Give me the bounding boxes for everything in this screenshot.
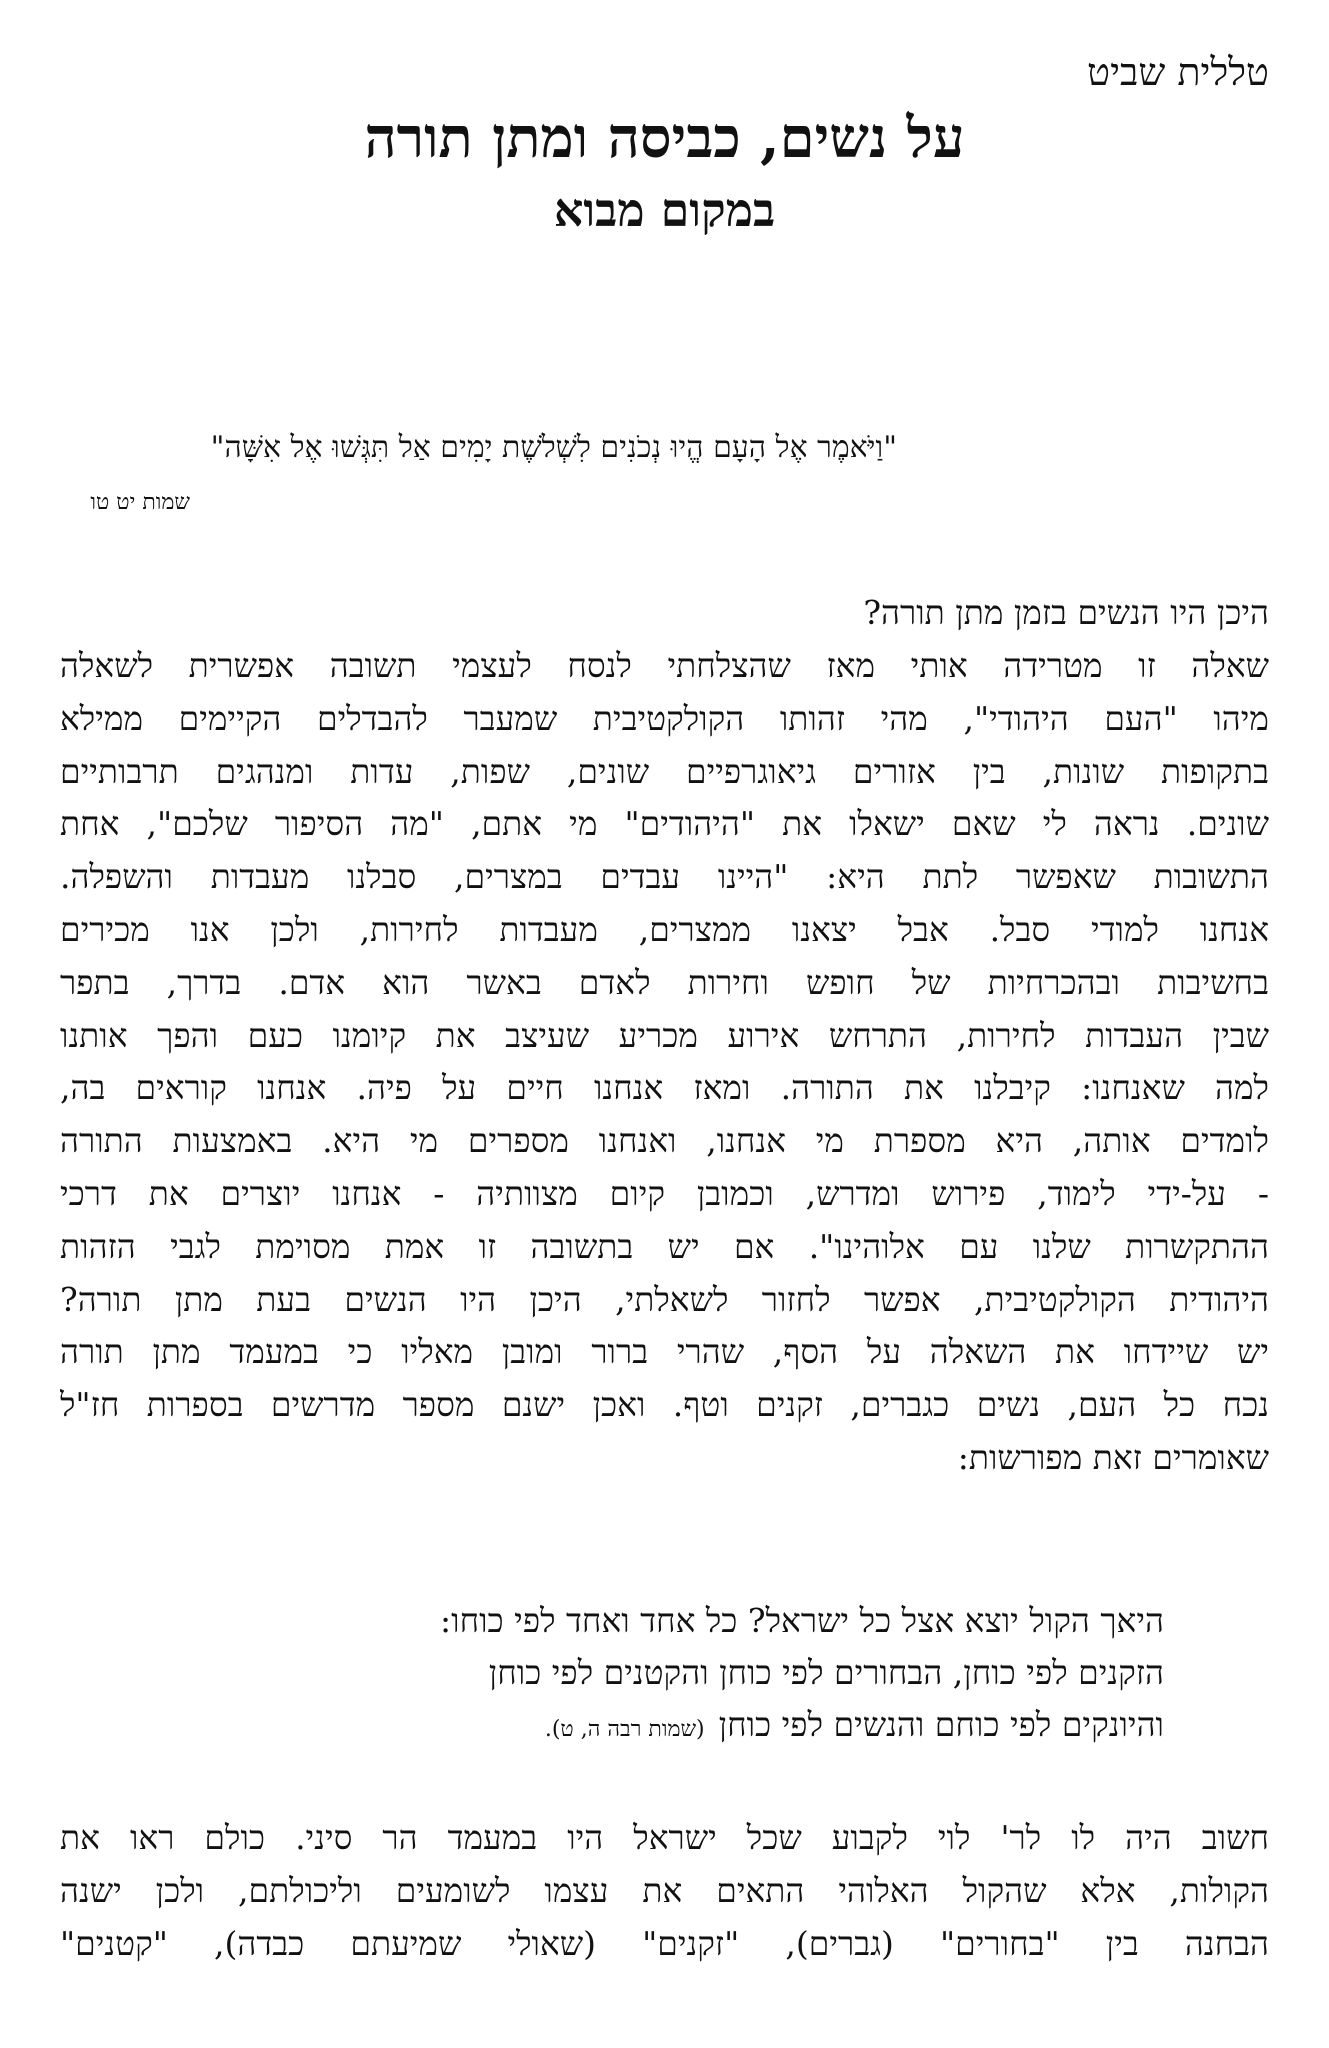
text-line: למה שאנחנו: קיבלנו את התורה. ומאז אנחנו חיים על פיה. אנחנו קוראים בה, [60, 1068, 1269, 1108]
text-line: שאלה זו מטרידה אותי מאז שהצלחתי לנסח לעצמי תשובה אפשרית לשאלה [60, 646, 1269, 685]
quote-source: (שמות רבה ה, ט). [544, 1717, 705, 1742]
quote-line: הזקנים לפי כוחן, הבחורים לפי כוחן והקטנים לפי כוחן [488, 1653, 1164, 1692]
paragraph-2 [60, 1812, 1269, 1970]
text-line: יש שיידחו את השאלה על הסף, שהרי ברור ומובן מאליו כי במעמד מתן תורה [60, 1332, 1269, 1372]
text-line: נכח כל העם, נשים כגברים, זקנים וטף. ואכן ישנם מספר מדרשים בספרות חז"ל [60, 1385, 1269, 1425]
page-subtitle: במקום מבוא [553, 183, 776, 237]
text-line: - על-ידי לימוד, פירוש ומדרש, וכמובן קיום מצוותיה - אנחנו יוצרים את דרכי [60, 1173, 1269, 1213]
text-line: שבין העבדות לחירות, התרחש אירוע מכריע שעיצב את קיומנו כעם והפך אותנו [60, 1015, 1269, 1055]
text-line: לומדים אותה, היא מספרת מי אנחנו, ואנחנו מספרים מי היא. באמצעות התורה [60, 1121, 1269, 1161]
text-line: ההתקשרות שלנו עם אלוהינו". אם יש בתשובה זו אמת מסוימת לגבי הזהות [60, 1226, 1269, 1266]
text-line: בחשיבות ובהכרחיות של חופש וחירות לאדם באשר הוא אדם. בדרך, בתפר [60, 962, 1269, 1002]
epigraph-source: שמות יט טו [90, 490, 190, 515]
text-line: שונים. נראה לי שאם ישאלו את "היהודים" מי אתם, "מה הסיפור שלכם", אחת [60, 804, 1269, 844]
text-line: חשוב היה לו לר' לוי לקבוע שכל ישראל היו במעמד הר סיני. כולם ראו את [60, 1818, 1269, 1857]
text-line: היהודית הקולקטיבית, אפשר לחזור לשאלתי, היכן היו הנשים בעת מתן תורה? [60, 1279, 1269, 1319]
page-title: על נשים, כביסה ומתן תורה [364, 105, 965, 171]
text-line: אנחנו למודי סבל. אבל יצאנו ממצרים, מעבדות לחירות, ולכן אנו מכירים [60, 909, 1269, 949]
opening-question: היכן היו הנשים בזמן מתן תורה? [863, 593, 1269, 632]
text-line: התשובות שאפשר לתת היא: "היינו עבדים במצרים, סבלנו מעבדות והשפלה. [60, 857, 1269, 897]
quote-line: והיונקים לפי כוחם והנשים לפי כוחן [718, 1705, 1164, 1744]
quote-line-with-source [164, 1699, 1164, 1756]
text-line: שאומרים זאת מפורשות: [957, 1437, 1269, 1477]
text-line: הבחנה בין "בחורים" (גברים), "זקנים" (שאולי שמיעתם כבדה), "קטנים" [60, 1923, 1269, 1963]
paragraph-1 [60, 640, 1269, 1485]
text-line: מיהו "העם היהודי", מהי זהותו הקולקטיבית שמעבר להבדלים הקיימים ממילא [60, 698, 1269, 738]
text-line: הקולות, אלא שהקול האלוהי התאים את עצמו לשומעים וליכולתם, ולכן ישנה [60, 1870, 1269, 1910]
epigraph-quote: "וַיֹּאמֶר אֶל הָעָם הֱיוּ נְכֹנִים לִשְׁלֹשֶׁת יָמִים אַל תִּגְּשׁוּ אֶל אִשָּׁה" [210, 430, 897, 465]
text-line: בתקופות שונות, בין אזורים גיאוגרפיים שונים, שפות, עדות ומנהגים תרבותיים [60, 751, 1269, 791]
midrash-quote [164, 1595, 1164, 1756]
author-name: טללית שביט [1087, 50, 1269, 94]
quote-line: היאך הקול יוצא אצל כל ישראל? כל אחד ואחד לפי כוחו: [440, 1601, 1164, 1640]
